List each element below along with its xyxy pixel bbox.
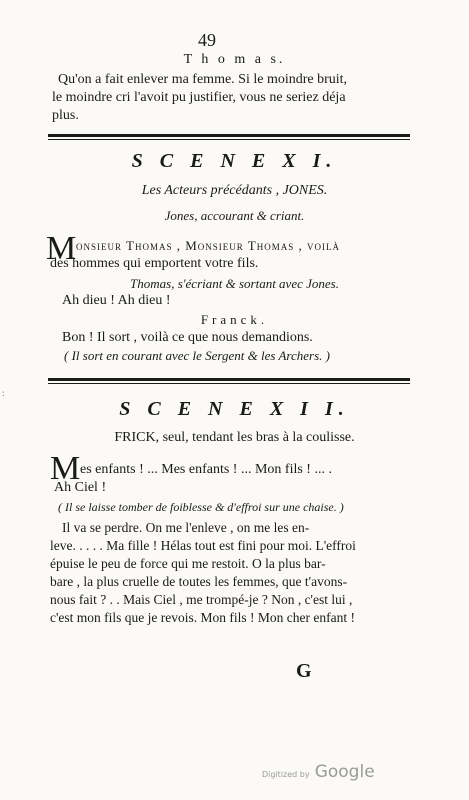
scene-11-speaker-jones: Jones, accourant & criant. bbox=[164, 208, 305, 223]
watermark-google: Google bbox=[314, 762, 375, 782]
drop-cap: M bbox=[46, 230, 77, 267]
scene-11-cast: Les Acteurs précédants , JONES. bbox=[141, 183, 328, 198]
speaker-thomas: T h o m a s. bbox=[183, 52, 286, 67]
text-line-2: le moindre cri l'avoit pu justifier, vous ne seriez déja bbox=[52, 90, 346, 105]
body-line-5: nous fait ? . . Mais Ciel , me trompé-je ? Non , c'est lui , bbox=[50, 592, 353, 607]
scene-divider bbox=[48, 134, 410, 137]
text-line-1: Qu'on a fait enlever ma femme. Si le moindre bruit, bbox=[58, 72, 348, 87]
margin-mark: : bbox=[2, 388, 5, 398]
text-line-3: plus. bbox=[52, 108, 79, 123]
scene-11-title: S C E N E X I. bbox=[131, 150, 338, 172]
scene-divider-2-thin bbox=[48, 383, 410, 384]
speech-jones-1: onsieur Thomas , Monsieur Thomas , voilà bbox=[76, 238, 340, 253]
body-line-1: Il va se perdre. On me l'enleve , on me les en- bbox=[62, 520, 310, 535]
speech-frick-1: es enfants ! ... Mes enfants ! ... Mon fils ! ... . bbox=[80, 462, 332, 477]
body-line-6: c'est mon fils que je revois. Mon fils ! Mon cher enfant ! bbox=[50, 610, 355, 625]
signature-mark: G bbox=[296, 660, 312, 682]
drop-cap-2: M bbox=[50, 450, 81, 487]
speech-frick-2: Ah Ciel ! bbox=[54, 480, 107, 495]
google-watermark bbox=[262, 762, 375, 782]
scene-12-speaker-frick: FRICK, seul, tendant les bras à la coulisse. bbox=[114, 430, 355, 445]
body-line-3: épuise le peu de force qui me restoit. O la plus bar- bbox=[50, 556, 326, 571]
scene-divider-thin bbox=[48, 139, 410, 140]
page-number: 49 bbox=[198, 30, 216, 50]
speaker-franck: Franck. bbox=[200, 312, 269, 327]
body-line-2: leve. . . . . Ma fille ! Hélas tout est fini pour moi. L'effroi bbox=[50, 538, 356, 553]
body-line-4: bare , la plus cruelle de toutes les femmes, que t'avons- bbox=[50, 574, 348, 589]
stage-direction-12: ( Il se laisse tomber de foiblesse & d'effroi sur une chaise. ) bbox=[58, 500, 344, 514]
speech-jones-2: des hommes qui emportent votre fils. bbox=[50, 256, 259, 271]
speech-thomas: Ah dieu ! Ah dieu ! bbox=[62, 293, 171, 308]
watermark-small: Digitized by bbox=[262, 770, 310, 779]
speech-franck: Bon ! Il sort , voilà ce que nous demandions. bbox=[62, 330, 313, 345]
scene-divider-2 bbox=[48, 378, 410, 381]
speaker-thomas-2: Thomas, s'écriant & sortant avec Jones. bbox=[130, 276, 339, 291]
stage-direction-11: ( Il sort en courant avec le Sergent & les Archers. ) bbox=[64, 348, 330, 363]
scene-12-title: S C E N E X I I. bbox=[119, 398, 350, 420]
